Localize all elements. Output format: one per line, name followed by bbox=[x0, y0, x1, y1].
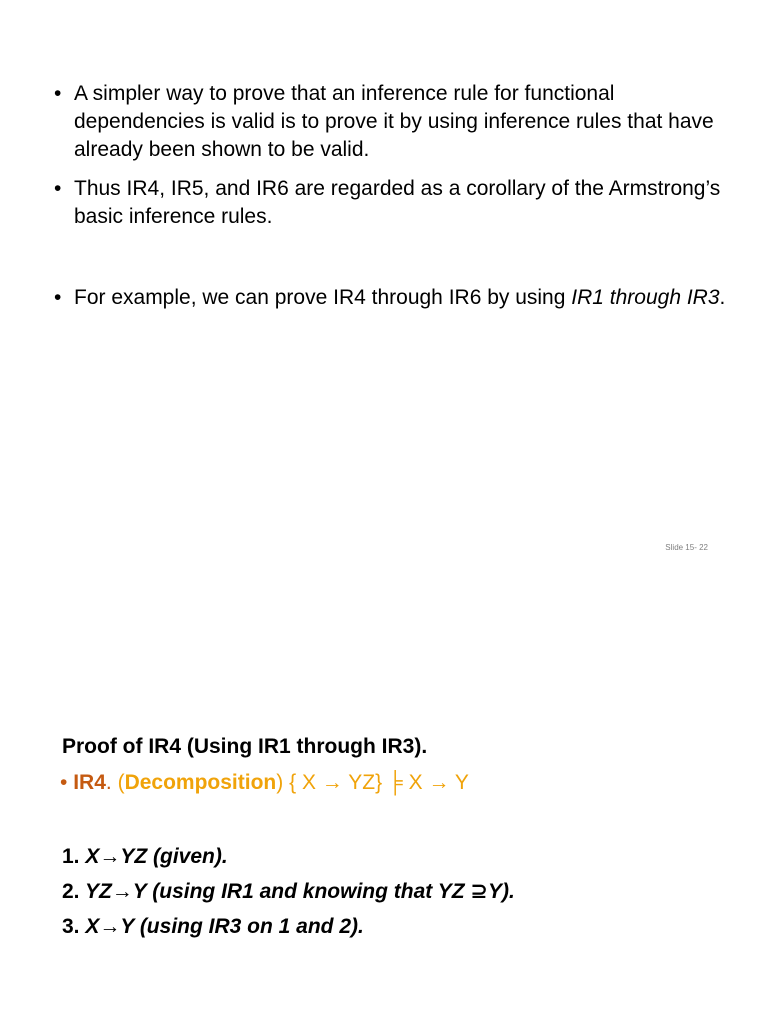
step-number: 3. bbox=[62, 915, 80, 938]
bullet-dot: • bbox=[54, 286, 62, 309]
step-number: 1. bbox=[62, 845, 80, 868]
open-paren: ( bbox=[117, 771, 125, 794]
bullet-text: Thus IR4, IR5, and IR6 are regarded as a corollary of the Armstrong’s basic inference rules. bbox=[74, 177, 721, 228]
slide-number: Slide 15- 22 bbox=[665, 543, 708, 552]
bullet-text-before: For example, we can prove IR4 through IR6 by using bbox=[74, 286, 572, 309]
bullet-dot: • bbox=[54, 82, 62, 105]
step-text: X→YZ (given). bbox=[79, 845, 228, 868]
proof-step-3 bbox=[62, 913, 364, 941]
bullet-text-after: . bbox=[719, 286, 726, 309]
rule-label: Decomposition bbox=[124, 771, 277, 794]
proof-step-1 bbox=[62, 843, 228, 871]
bullet-item-2 bbox=[54, 175, 734, 231]
step-number: 2. bbox=[62, 880, 80, 903]
step-text: X→Y (using IR3 on 1 and 2). bbox=[79, 915, 364, 938]
bullet-text-italic: IR1 through IR3 bbox=[571, 286, 720, 309]
bullet-item-3 bbox=[54, 284, 734, 312]
rule-name: IR4 bbox=[73, 771, 106, 794]
bullet-dot: • bbox=[60, 771, 68, 794]
bullet-item-1 bbox=[54, 80, 734, 164]
close-paren: ) bbox=[276, 771, 284, 794]
ir4-rule-line bbox=[60, 768, 469, 798]
step-text: YZ→Y (using IR1 and knowing that YZ ⊇Y). bbox=[79, 880, 515, 903]
bullet-text: A simpler way to prove that an inference rule for functional dependencies is valid is to prove it by using inference rules that have already been shown to be valid. bbox=[74, 82, 714, 161]
rule-formula: { X → YZ} ╞ X → Y bbox=[283, 771, 469, 794]
bullet-dot: • bbox=[54, 177, 62, 200]
proof-step-2 bbox=[62, 878, 515, 906]
proof-title: Proof of IR4 (Using IR1 through IR3). bbox=[62, 735, 428, 758]
rule-period: . bbox=[105, 771, 112, 794]
